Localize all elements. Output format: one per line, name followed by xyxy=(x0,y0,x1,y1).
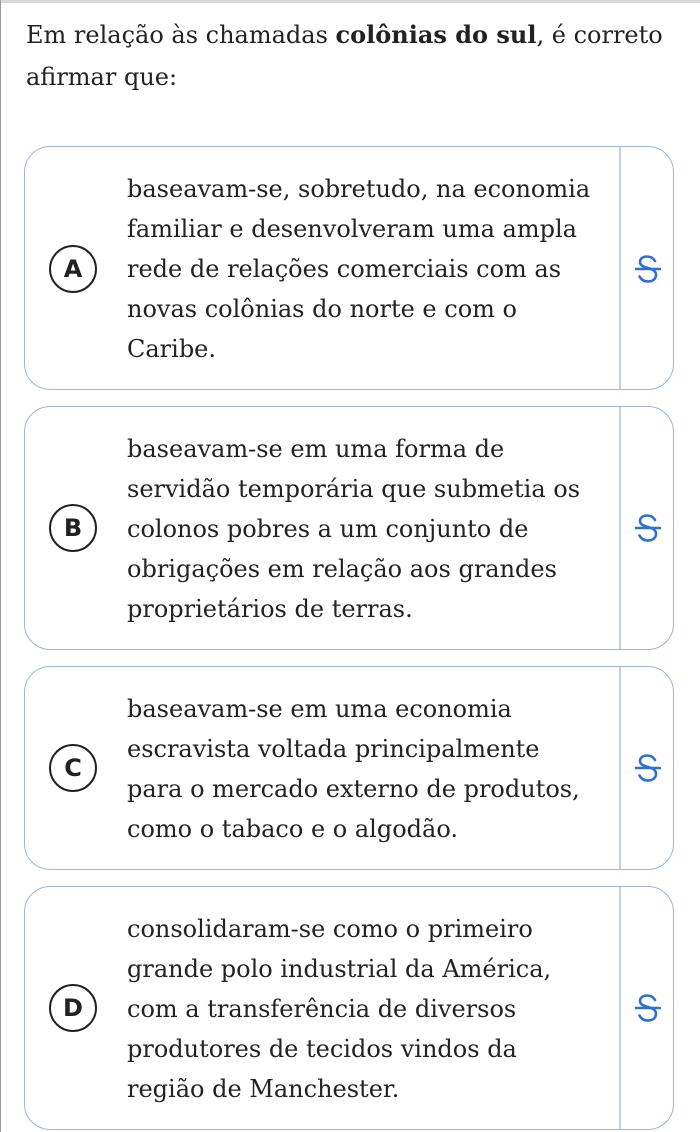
question-stem xyxy=(26,14,666,98)
question-text-bold: colônias do sul xyxy=(335,20,537,49)
option-a-letter[interactable]: A xyxy=(49,245,97,293)
option-d-divider xyxy=(619,887,621,1129)
option-d-strikethrough-icon[interactable] xyxy=(631,991,665,1025)
option-c-letter[interactable]: C xyxy=(49,744,97,792)
option-b-divider xyxy=(619,407,621,649)
question-text-end: , é correto afirmar que: xyxy=(26,21,663,91)
option-a-text: baseavam-se, sobretudo, na economia familiar e desenvolveram uma ampla rede de relações comerciais com as novas colônias do norte e com o Caribe. xyxy=(127,175,591,363)
option-d-letter[interactable]: D xyxy=(49,984,97,1032)
option-c-text: baseavam-se em uma economia escravista voltada principalmente para o mercado externo de produtos, como o tabaco e o algodão. xyxy=(127,695,580,843)
left-edge xyxy=(0,0,1,1132)
option-d-card[interactable] xyxy=(24,886,674,1130)
option-a-divider xyxy=(619,147,621,389)
option-b-text: baseavam-se em uma forma de servidão temporária que submetia os colonos pobres a um conjunto de obrigações em relação aos grandes proprietários de terras. xyxy=(127,435,581,623)
option-a-card[interactable] xyxy=(24,146,674,390)
option-c-card[interactable] xyxy=(24,666,674,870)
option-b-strikethrough-icon[interactable] xyxy=(631,511,665,545)
option-d-text: consolidaram-se como o primeiro grande polo industrial da América, com a transferência de diversos produtores de tecidos vindos da região de Manchester. xyxy=(127,915,552,1103)
option-b-card[interactable] xyxy=(24,406,674,650)
option-a-strikethrough-icon[interactable] xyxy=(631,252,665,286)
option-c-strikethrough-icon[interactable] xyxy=(631,751,665,785)
option-c-divider xyxy=(619,667,621,869)
option-b-letter[interactable]: B xyxy=(49,504,97,552)
question-text-start: Em relação às chamadas xyxy=(26,21,336,49)
top-divider xyxy=(0,0,700,3)
